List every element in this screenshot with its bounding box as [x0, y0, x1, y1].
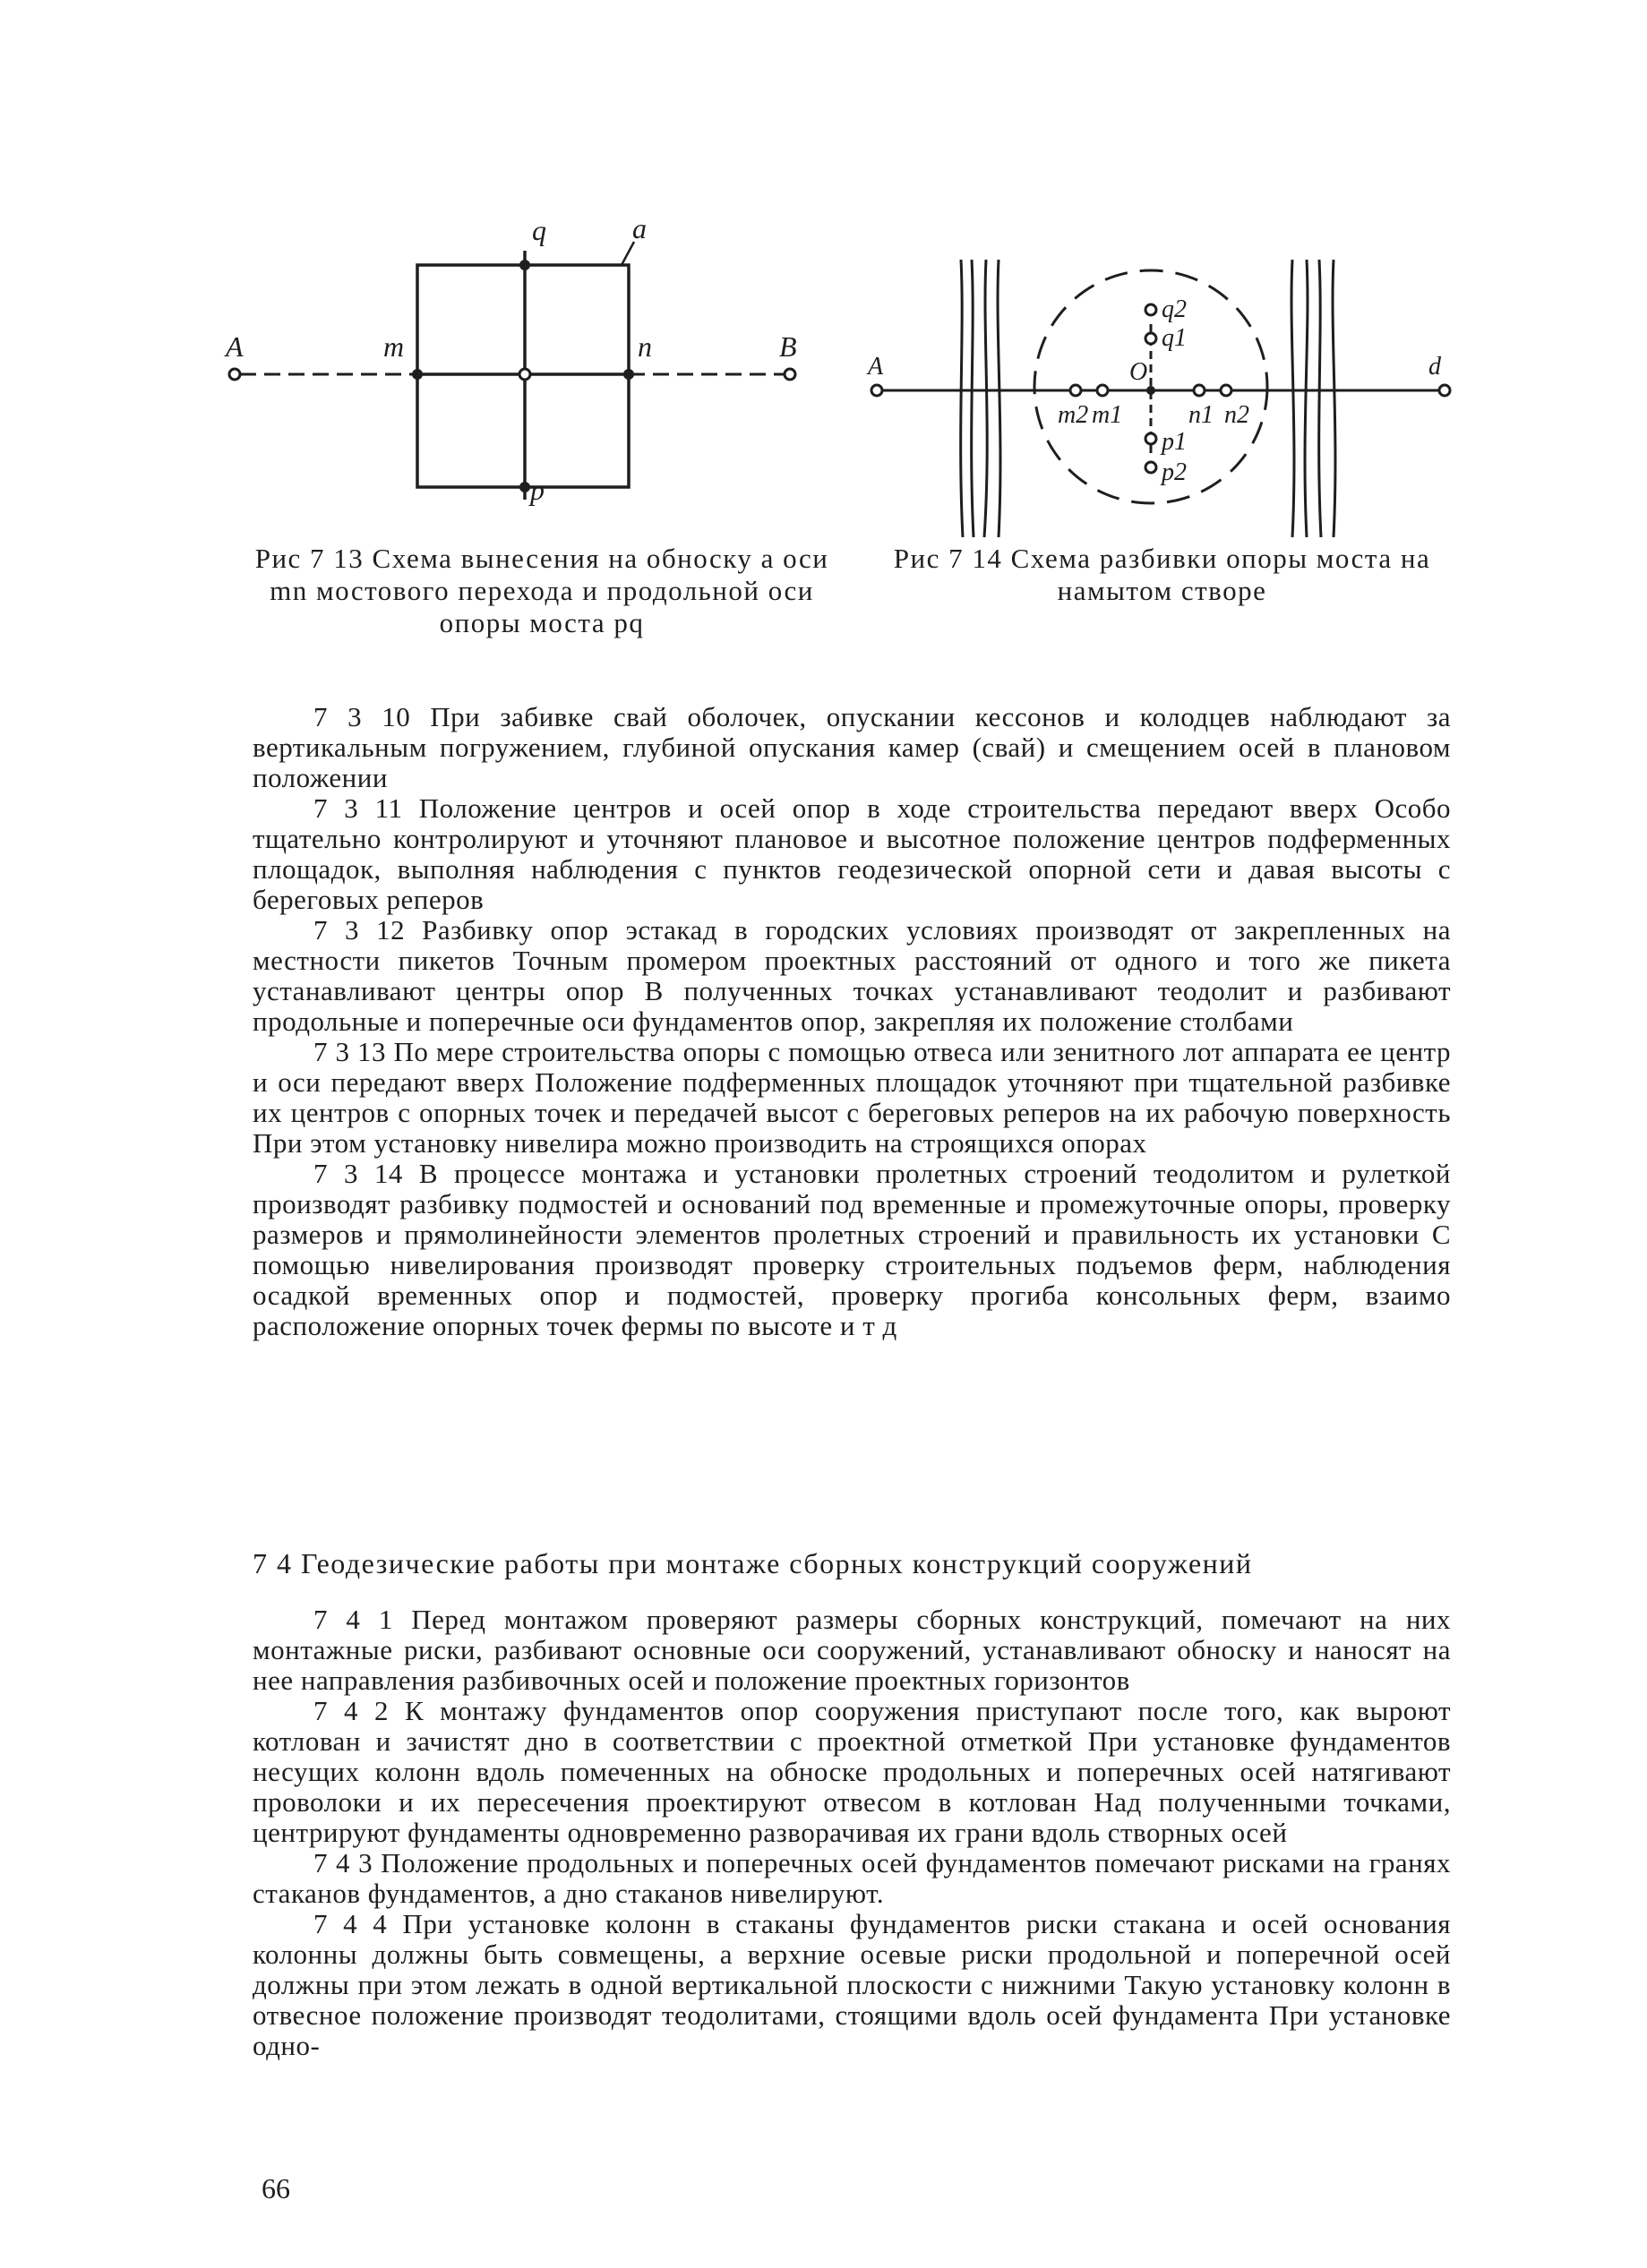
- fig14-point-q1: [1145, 333, 1156, 344]
- fig14-label-p2: p2: [1162, 458, 1187, 486]
- fig14-label-q1: q1: [1162, 324, 1187, 352]
- fig14-label-n1: n1: [1188, 401, 1214, 429]
- paragraph-7-4-3: 7 4 3 Положение продольных и поперечных осей фундаментов помечают рисками на гранях стаканов фундаментов, а дно стаканов нивелируют.: [253, 1847, 1451, 1909]
- fig14-bank-right-3: [1319, 260, 1321, 537]
- fig13-center: [519, 369, 530, 380]
- fig14-point-m1: [1097, 385, 1108, 396]
- fig14-label-m2: m2: [1058, 401, 1089, 429]
- fig14-label-O: O: [1129, 358, 1148, 386]
- paragraphs-section-7-3: [253, 702, 1451, 1341]
- fig14-label-n2: n2: [1224, 401, 1249, 429]
- fig14-label-m1: m1: [1092, 401, 1123, 429]
- fig14-center-O: [1146, 386, 1155, 395]
- paragraph-7-3-10: 7 3 10 При забивке свай оболочек, опускании кессонов и колодцев наблюдают за вертикальным погружением, глубиной опускания камер (свай) и смещением осей в плановом положении: [253, 701, 1451, 793]
- figure-7-14-caption: Рис 7 14 Схема разбивки опоры моста на намытом створе: [893, 543, 1431, 606]
- fig13-a-leader: [622, 242, 634, 265]
- paragraph-7-3-13: 7 3 13 По мере строительства опоры с помощью отвеса или зенитного лот аппарата ее центр и оси передают вверх Положение подферменных площадок уточняют при тщательной разбивке их центров с опорных точек и передачей высот с береговых реперов на их рабочую поверхность При этом установку нивелира можно производить на строящихся опорах: [253, 1036, 1451, 1159]
- fig13-label-p: p: [530, 474, 545, 506]
- fig14-point-d: [1439, 385, 1450, 396]
- fig14-label-q2: q2: [1162, 295, 1187, 323]
- fig13-label-n: n: [638, 330, 652, 363]
- fig14-bank-right-1: [1291, 260, 1294, 537]
- fig14-bank-left-4: [998, 260, 1000, 537]
- fig14-bank-left-3: [984, 260, 987, 537]
- fig14-label-A: A: [868, 353, 884, 381]
- fig14-point-p2: [1145, 462, 1156, 473]
- fig14-point-n2: [1221, 385, 1231, 396]
- fig14-bank-right-4: [1333, 260, 1335, 537]
- paragraph-7-3-14: 7 3 14 В процессе монтажа и установки пролетных строений теодолитом и рулеткой производят разбивку подмостей и оснований под временные и промежуточные опоры, проверку размеров и прямолинейности элементов пролетных строений и правильность их установки С помощью нивелирования производят проверку строительных подъемов ферм, наблюдения осадкой временных опор и подмостей, проверку прогиба консольных ферм, взаимо расположение опорных точек фермы по высоте и т д: [253, 1158, 1451, 1341]
- paragraph-7-3-11: 7 3 11 Положение центров и осей опор в ходе строительства передают вверх Особо тщательно контролируют и уточняют плановое и высотное положение центров подферменных площадок, выполняя наблюдения с пунктов геодезической опорной сети и давая высоты с береговых реперов: [253, 792, 1451, 915]
- fig14-bank-left-1: [961, 260, 963, 537]
- fig14-bank-right-2: [1305, 260, 1308, 537]
- fig13-point-A: [229, 369, 240, 380]
- paragraphs-section-7-4: [253, 1605, 1451, 2061]
- fig13-point-p: [519, 482, 530, 492]
- paragraph-7-4-1: 7 4 1 Перед монтажом проверяют размеры сборных конструкций, помечают на них монтажные риски, разбивают основные оси сооружений, устанавливают обноску и наносят на нее направления разбивочных осей и положение проектных горизонтов: [253, 1604, 1451, 1696]
- fig14-point-n1: [1194, 385, 1205, 396]
- section-heading: 7 4 Геодезические работы при монтаже сборных конструкций сооружений: [253, 1547, 1253, 1579]
- fig14-point-q2: [1145, 304, 1156, 315]
- fig14-label-d: d: [1428, 353, 1441, 381]
- paragraph-7-4-4: 7 4 4 При установке колонн в стаканы фундаментов риски стакана и осей основания колонны должны быть совмещены, а верхние осевые риски продольной и поперечной осей должны при этом лежать в одной вертикальной плоскости с нижними Такую установку колонн в отвесное положение производят теодолитами, стоящими вдоль осей фундамента При установке одно-: [253, 1908, 1451, 2061]
- fig14-point-m2: [1070, 385, 1081, 396]
- figure-7-14-diagram: [864, 251, 1455, 546]
- fig13-point-q: [519, 260, 530, 270]
- fig14-label-p1: p1: [1162, 428, 1187, 456]
- fig13-label-B: B: [779, 330, 797, 363]
- fig13-label-m: m: [383, 330, 405, 363]
- paragraph-7-3-12: 7 3 12 Разбивку опор эстакад в городских условиях производят от закрепленных на местности пикетов Точным промером проектных расстояний от одного и того же пикета устанавливают центры опор В полученных точках устанавливают теодолит и разбивают продольные и поперечные оси фундаментов опор, закрепляя их положение столбами: [253, 914, 1451, 1037]
- figure-7-13-diagram: [222, 215, 840, 510]
- fig14-point-p1: [1145, 433, 1156, 444]
- paragraph-7-4-2: 7 4 2 К монтажу фундаментов опор сооружения приступают после того, как выроют котлован и зачистят дно в соответствии с проектной отметкой При установке фундаментов несущих колонн вдоль помеченных на обноске продольных и поперечных осей натягивают проволоки и их пересечения проектируют отвесом в котлован Над полученными точками, центрируют фундаменты одновременно разворачивая их грани вдоль створных осей: [253, 1695, 1451, 1848]
- figure-7-13-caption: Рис 7 13 Схема вынесения на обноску а оси mn мостового перехода и продольной оси опоры моста pq: [254, 543, 829, 638]
- fig13-point-m: [412, 369, 423, 380]
- fig13-point-n: [623, 369, 634, 380]
- fig14-point-A: [871, 385, 882, 396]
- fig13-label-a: a: [632, 215, 647, 244]
- fig13-label-A: A: [226, 330, 244, 363]
- fig13-label-q: q: [532, 215, 546, 246]
- fig14-bank-left-2: [972, 260, 974, 537]
- fig13-point-B: [785, 369, 795, 380]
- page-number: 66: [262, 2172, 290, 2204]
